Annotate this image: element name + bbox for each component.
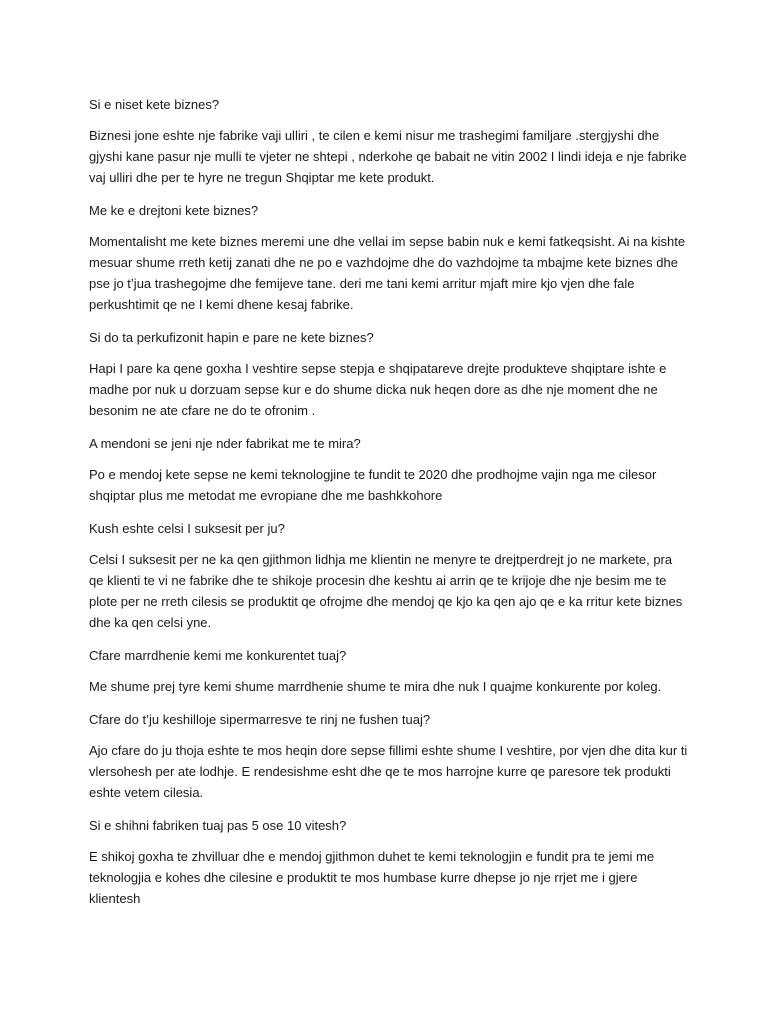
qa-block-5 (89, 518, 688, 633)
question-8: Si e shihni fabriken tuaj pas 5 ose 10 vitesh? (89, 818, 347, 833)
answer-6: Me shume prej tyre kemi shume marrdhenie shume te mira dhe nuk I quajme konkurente por koleg. (89, 679, 662, 694)
question-5: Kush eshte celsi I suksesit per ju? (89, 521, 285, 536)
answer-8: E shikoj goxha te zhvilluar dhe e mendoj gjithmon duhet te kemi teknologjin e fundit pra te jemi me teknologjia e kohes dhe cilesine e produktit te mos humbase kurre dhepse jo nje rrjet me i gjere klientesh (89, 849, 655, 906)
question-7: Cfare do t’ju keshilloje sipermarresve te rinj ne fushen tuaj? (89, 712, 431, 727)
question-4: A mendoni se jeni nje nder fabrikat me te mira? (89, 436, 361, 451)
answer-3: Hapi I pare ka qene goxha I veshtire sepse stepja e shqipatareve drejte produkteve shqiptare ishte e madhe por nuk u dorzuam sepse kur e do shume dicka nuk heqen dore as dhe nje moment dhe ne besonim ne ate cfare ne do te ofronim . (89, 361, 667, 418)
answer-1: Biznesi jone eshte nje fabrike vaji ulliri , te cilen e kemi nisur me trashegimi familjare .stergjyshi dhe gjyshi kane pasur nje mulli te vjeter ne shtepi , nderkohe qe babait ne vitin 2002 I lindi ideja e nje fabrike vaj ulliri dhe per te hyre ne tregun Shqiptar me kete produkt. (89, 128, 687, 185)
qa-block-6 (89, 645, 688, 697)
qa-block-2 (89, 200, 688, 315)
question-1: Si e niset kete biznes? (89, 97, 220, 112)
answer-2: Momentalisht me kete biznes meremi une dhe vellai im sepse babin nuk e kemi fatkeqsisht. Ai na kishte mesuar shume rreth ketij zanati dhe ne po e vazhdojme dhe do vazhdojme ta mbajme kete biznes dhe pse jo t’jua trashegojme dhe femijeve tane. deri me tani kemi arritur mjaft mire kjo vjen dhe fale perkushtimit qe ne I kemi dhene kesaj fabrike. (89, 234, 686, 312)
answer-4: Po e mendoj kete sepse ne kemi teknologjine te fundit te 2020 dhe prodhojme vajin nga me cilesor shqiptar plus me metodat me evropiane dhe me bashkkohore (89, 467, 657, 503)
question-3: Si do ta perkufizonit hapin e pare ne kete biznes? (89, 330, 374, 345)
qa-block-1 (89, 94, 688, 188)
question-2: Me ke e drejtoni kete biznes? (89, 203, 259, 218)
answer-7: Ajo cfare do ju thoja eshte te mos heqin dore sepse fillimi eshte shume I veshtire, por vjen dhe dita kur ti vlersohesh per ate lodhje. E rendesishme esht dhe qe te mos harrojne kurre qe paresore tek produkti eshte vetem cilesia. (89, 743, 688, 800)
qa-block-3 (89, 327, 688, 421)
qa-block-4 (89, 433, 688, 506)
qa-block-8 (89, 815, 688, 909)
question-6: Cfare marrdhenie kemi me konkurentet tuaj? (89, 648, 347, 663)
answer-5: Celsi I suksesit per ne ka qen gjithmon lidhja me klientin ne menyre te drejtperdrejt jo ne markete, pra qe klienti te vi ne fabrike dhe te shikoje procesin dhe keshtu ai arrin qe te krijoje dhe nje besim me te plote per ne rreth cilesis se produktit qe ofrojme dhe mendoj qe kjo ka qen ajo qe e ka rritur kete biznes dhe ka qen celsi yne. (89, 552, 683, 630)
qa-block-7 (89, 709, 688, 803)
